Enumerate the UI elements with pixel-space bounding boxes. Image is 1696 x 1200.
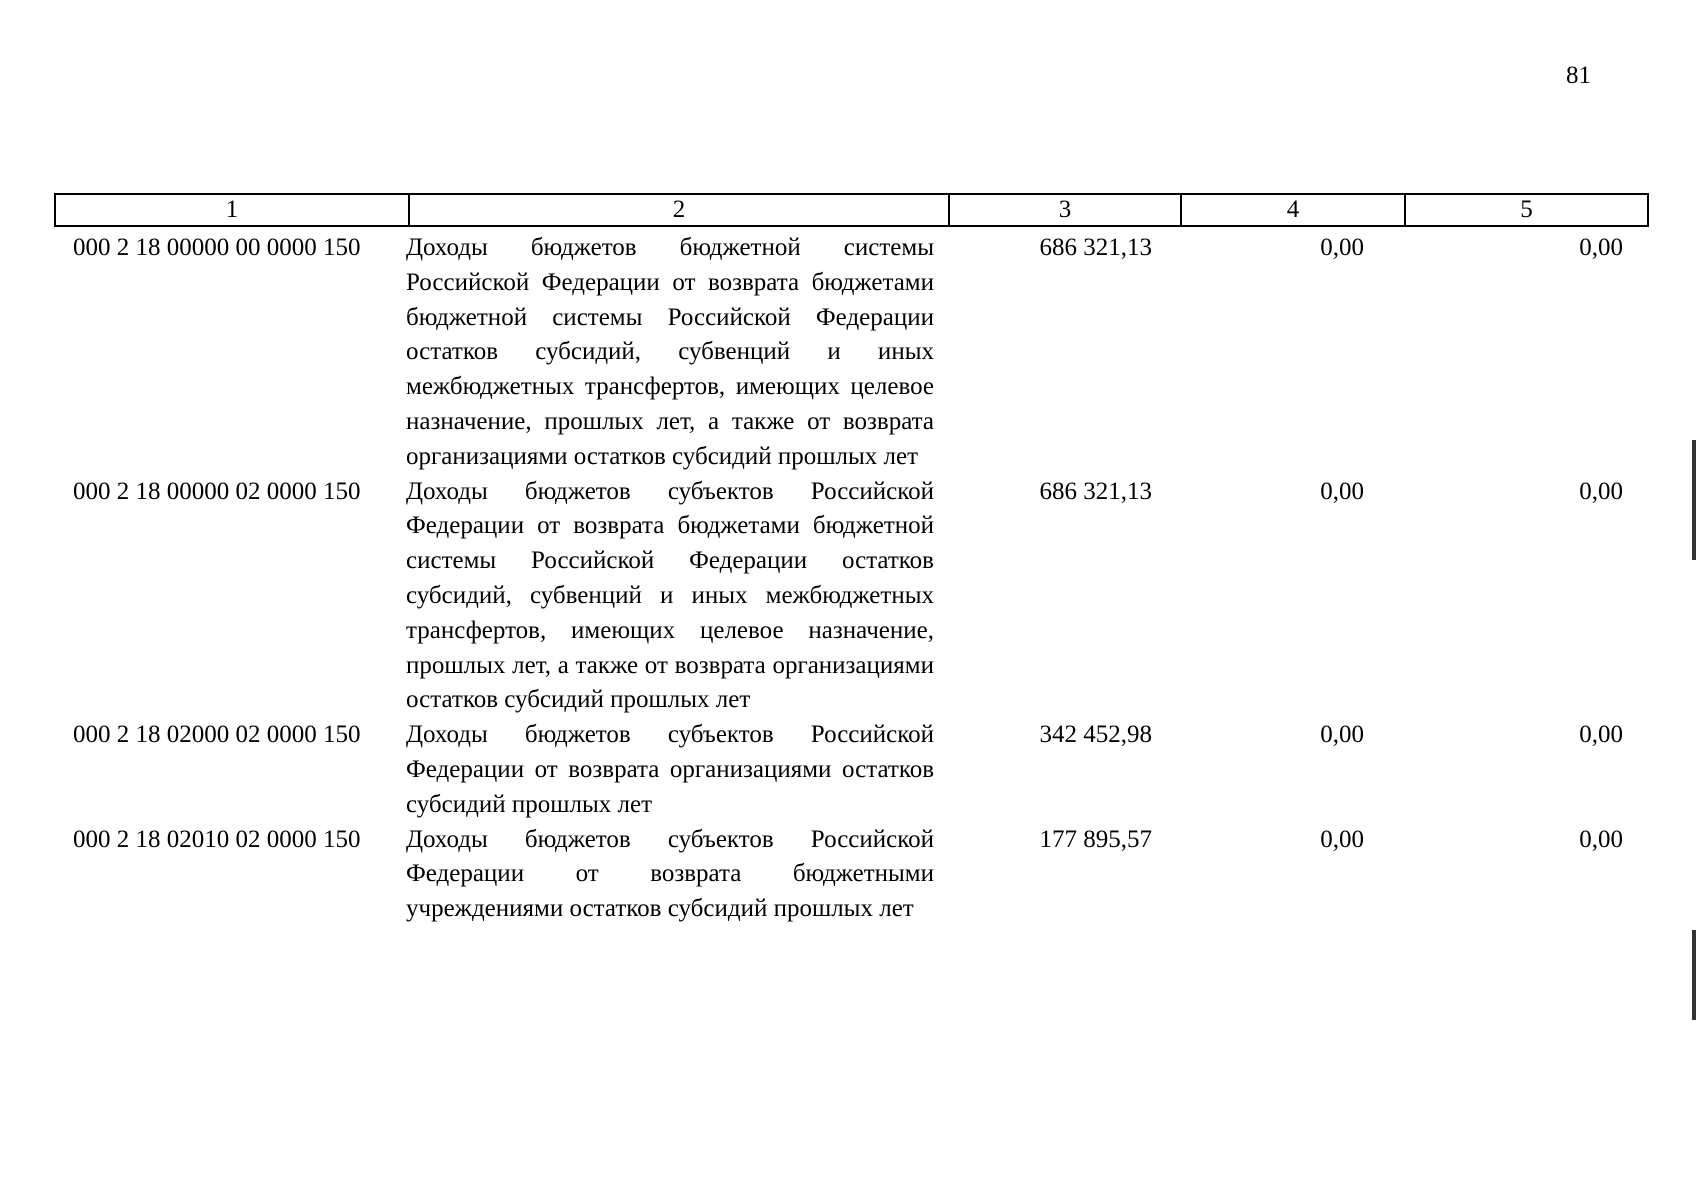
value-col3: 686 321,13 — [1039, 477, 1152, 505]
row-description — [406, 475, 944, 719]
value-col4: 0,00 — [1320, 477, 1364, 505]
table-column-headers — [54, 193, 1649, 227]
value-col5: 0,00 — [1579, 721, 1623, 749]
column-header-2: 2 — [409, 194, 949, 226]
value-col4: 0,00 — [1320, 721, 1364, 749]
table-row — [54, 475, 1637, 719]
column-header-3: 3 — [949, 194, 1181, 226]
value-col5: 0,00 — [1579, 234, 1623, 261]
header-row — [55, 194, 1648, 226]
description-text: Доходы бюджетов субъектов Российской Федерации от возврата организациями остатков субсидий прошлых лет — [406, 721, 934, 818]
value-col5: 0,00 — [1579, 825, 1623, 853]
table-row — [54, 823, 1637, 927]
value-col3: 177 895,57 — [1039, 825, 1152, 853]
value-col4: 0,00 — [1320, 234, 1364, 261]
value-col3: 342 452,98 — [1039, 721, 1152, 749]
column-header-5: 5 — [1405, 194, 1648, 226]
budget-code: 000 2 18 00000 02 0000 150 — [73, 477, 361, 505]
scan-edge-mark — [1692, 930, 1696, 1020]
table-row — [54, 231, 1637, 475]
value-col5: 0,00 — [1579, 477, 1623, 505]
row-description — [406, 231, 944, 475]
budget-code: 000 2 18 00000 00 0000 150 — [73, 234, 361, 261]
description-text: Доходы бюджетов субъектов Российской Федерации от возврата бюджетными учреждениями остатков субсидий прошлых лет — [406, 825, 934, 923]
description-text: Доходы бюджетов бюджетной системы Российской Федерации от возврата бюджетами бюджетной системы Российской Федерации остатков субсидий, субвенций и иных межбюджетных трансфертов, имеющих целевое назначение, прошлых лет, а также от возврата организациями остатков субсидий прошлых лет — [406, 234, 934, 470]
budget-code: 000 2 18 02000 02 0000 150 — [73, 721, 361, 749]
column-header-1: 1 — [55, 194, 409, 226]
row-description — [406, 718, 944, 822]
value-col4: 0,00 — [1320, 825, 1364, 853]
description-text: Доходы бюджетов субъектов Российской Федерации от возврата бюджетами бюджетной системы Российской Федерации остатков субсидий, субвенций и иных межбюджетных трансфертов, имеющих целевое назначение, прошлых лет, а также от возврата организациями остатков субсидий прошлых лет — [406, 477, 934, 714]
scan-edge-mark — [1692, 440, 1696, 560]
column-header-4: 4 — [1181, 194, 1405, 226]
row-description — [406, 823, 944, 927]
value-col3: 686 321,13 — [1039, 234, 1152, 261]
budget-table — [54, 231, 1637, 927]
budget-code: 000 2 18 02010 02 0000 150 — [73, 825, 361, 853]
table-row — [54, 718, 1637, 822]
page-number: 81 — [1566, 62, 1591, 89]
